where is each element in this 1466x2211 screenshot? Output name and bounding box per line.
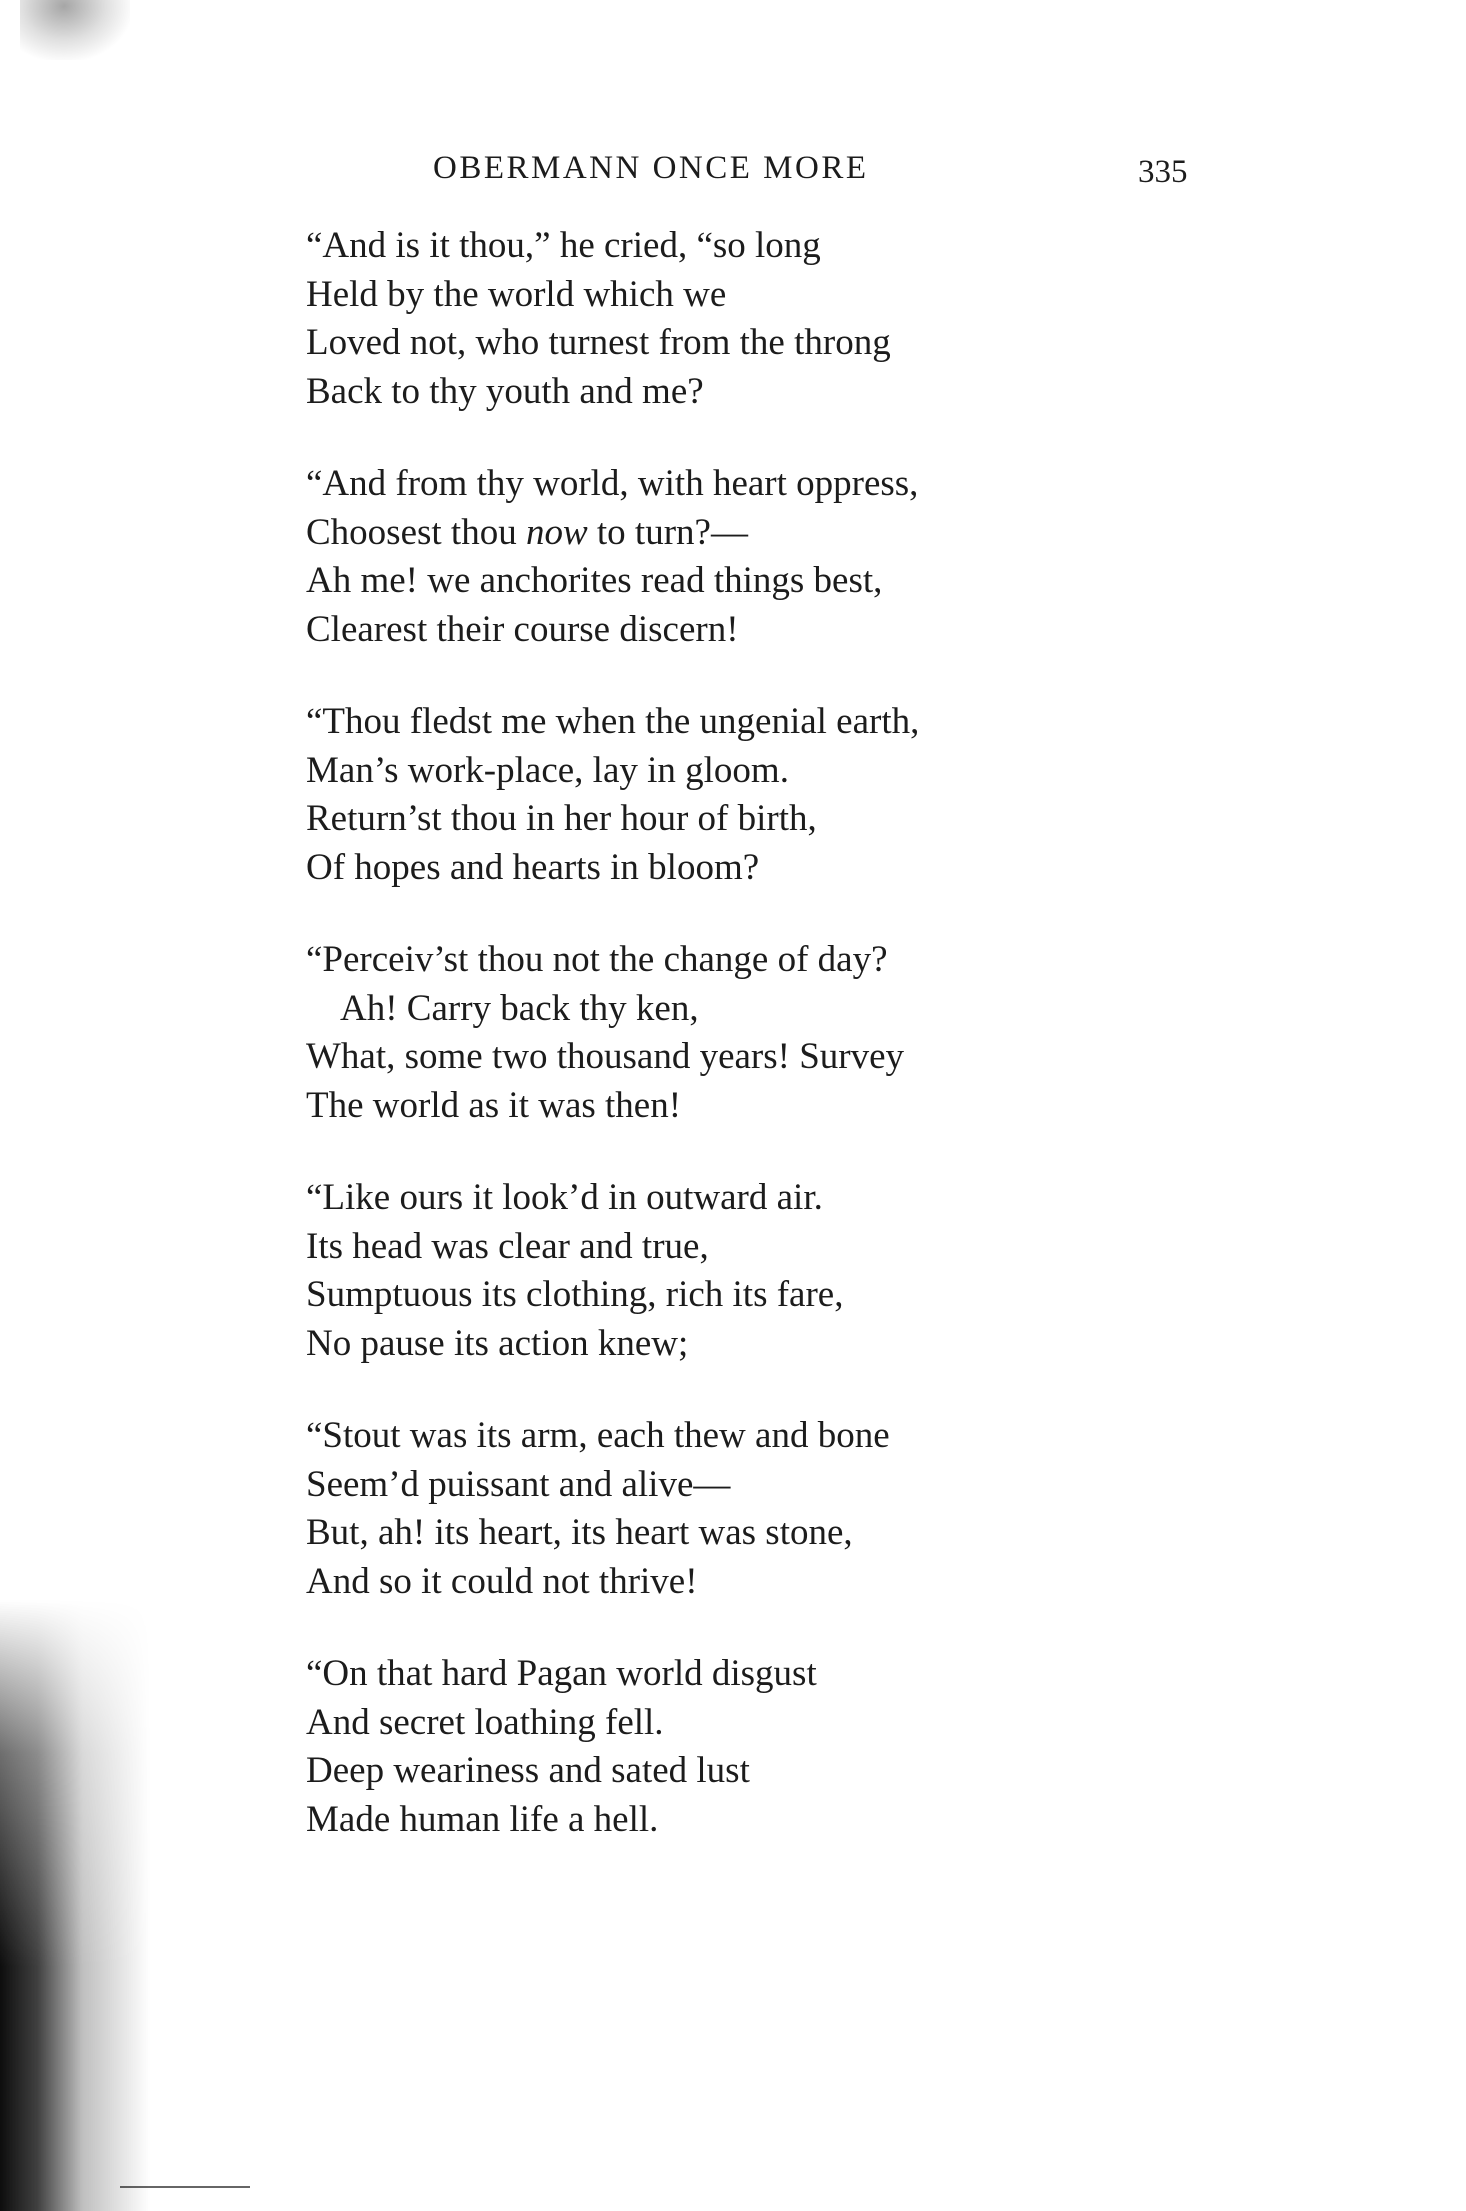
poem-line: The world as it was then! [306, 1084, 682, 1126]
stanza-4 [306, 936, 1206, 1130]
poem-line: But, ah! its heart, its heart was stone, [306, 1512, 853, 1553]
running-title: OBERMANN ONCE MORE [433, 150, 869, 186]
scan-corner-speck [20, 0, 130, 60]
poem-line: “Stout was its arm, each thew and bone [306, 1415, 890, 1456]
poem-line: Man’s work-place, lay in gloom. [306, 749, 789, 791]
poem-line: What, some two thousand years! Survey [306, 1036, 905, 1077]
poem-line: “Perceiv’st thou not the change of day? [306, 939, 888, 980]
poem-line: Of hopes and hearts in bloom? [306, 846, 760, 888]
poem-line: Clearest their course discern! [306, 608, 739, 650]
poem-line: And secret loathing fell. [306, 1701, 664, 1743]
stanza-5 [306, 1174, 1206, 1368]
poem-line: Ah me! we anchorites read things best, [306, 560, 883, 601]
poem-line: Ah! Carry back thy ken, [340, 987, 699, 1029]
scan-gutter-shadow [0, 1600, 150, 2211]
poem-line: Seem’d puissant and alive— [306, 1463, 731, 1505]
poem-line: Deep weariness and sated lust [306, 1750, 750, 1791]
poem-line: “Like ours it look’d in outward air. [306, 1177, 823, 1218]
poem-line: Its head was clear and true, [306, 1225, 709, 1267]
poem-line: Made human life a hell. [306, 1798, 659, 1840]
poem-line: “And is it thou,” he cried, “so long [306, 225, 821, 266]
poem-line-part: to turn?— [587, 511, 748, 553]
stanza-6 [306, 1412, 1206, 1606]
poem-line [306, 509, 1206, 558]
poem-body [306, 222, 1206, 1888]
stanza-3 [306, 698, 1206, 892]
poem-line: “And from thy world, with heart oppress, [306, 463, 919, 504]
poem-line: Held by the world which we [306, 273, 727, 315]
poem-line: No pause its action knew; [306, 1322, 689, 1364]
poem-line-part: Choosest thou [306, 511, 526, 553]
stanza-1 [306, 222, 1206, 416]
poem-line: “On that hard Pagan world disgust [306, 1653, 817, 1694]
poem-line: Return’st thou in her hour of birth, [306, 798, 817, 839]
poem-line: Sumptuous its clothing, rich its fare, [306, 1274, 844, 1315]
poem-line: And so it could not thrive! [306, 1560, 698, 1602]
scan-edge-line [120, 2186, 250, 2188]
stanza-2 [306, 460, 1206, 654]
page-number: 335 [1138, 154, 1188, 190]
poem-line: “Thou fledst me when the ungenial earth, [306, 701, 920, 742]
stanza-7 [306, 1650, 1206, 1844]
poem-line: Back to thy youth and me? [306, 370, 704, 412]
emphasized-word: now [525, 511, 588, 553]
poem-line: Loved not, who turnest from the throng [306, 322, 891, 363]
page-header [0, 150, 1466, 200]
